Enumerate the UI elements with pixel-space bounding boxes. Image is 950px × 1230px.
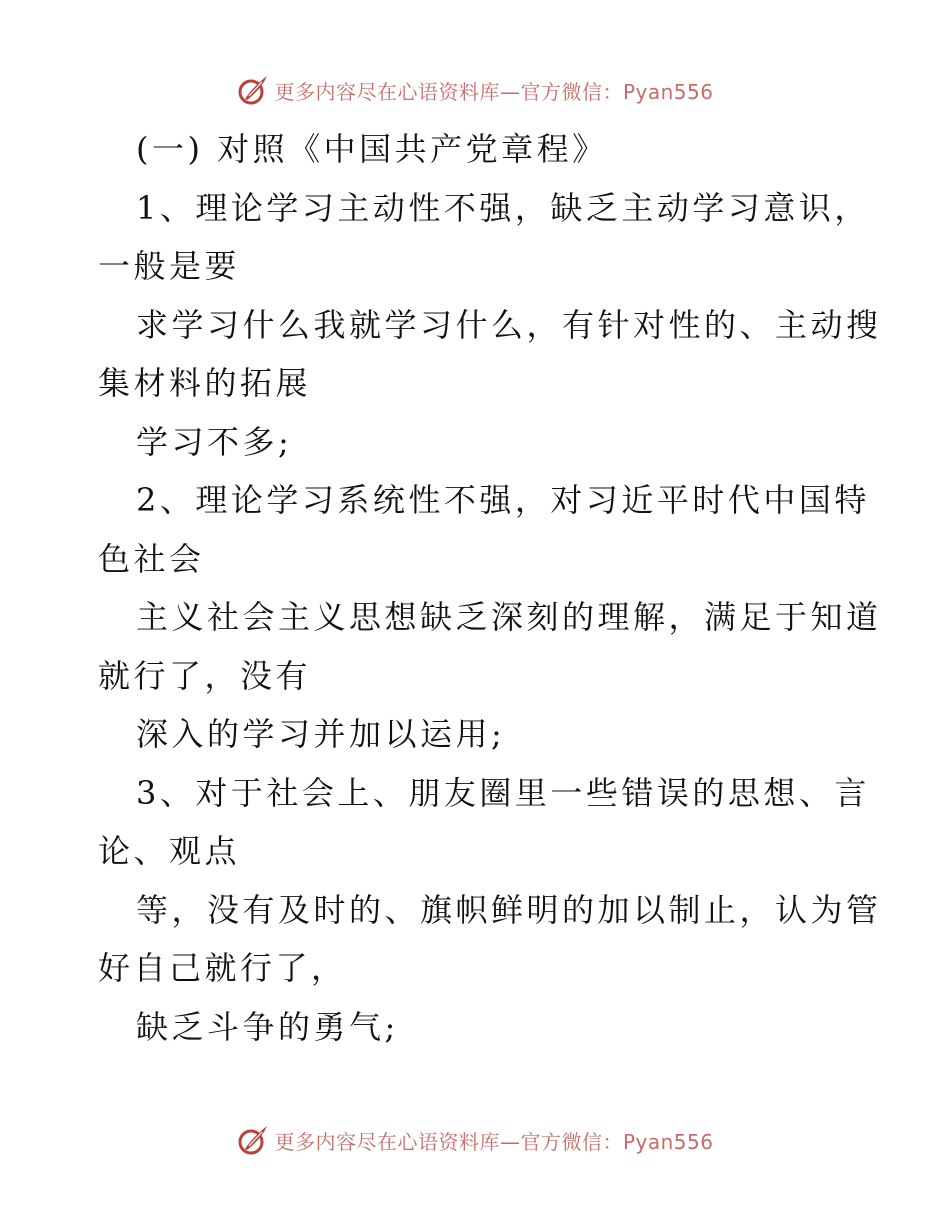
banner-text: 更多内容尽在心语资料库—官方微信：Pyan556	[274, 1129, 714, 1154]
banner-text: 更多内容尽在心语资料库—官方微信：Pyan556	[274, 79, 714, 104]
paragraph-line: 集材料的拓展	[98, 364, 312, 402]
paragraph-line: 就行了，没有	[98, 656, 312, 695]
footer-banner	[0, 1120, 950, 1160]
paragraph-line: 色社会	[98, 539, 205, 578]
feather-pen-logo-icon	[236, 73, 270, 107]
paragraph-line: 求学习什么我就学习什么，有针对性的、主动搜	[136, 305, 882, 344]
document-body	[98, 120, 882, 1056]
paragraph-line: 学习不多;	[136, 422, 293, 461]
header-banner	[0, 70, 950, 110]
paragraph-line: 深入的学习并加以运用;	[136, 715, 506, 753]
paragraph-line: 2、理论学习系统性不强，对习近平时代中国特	[136, 481, 870, 519]
paragraph-line: 1、理论学习主动性不强，缺乏主动学习意识，	[136, 188, 870, 227]
paragraph-line: 等，没有及时的、旗帜鲜明的加以制止，认为管	[136, 890, 882, 929]
paragraph-line: 一般是要	[98, 247, 241, 285]
paragraph-line: 好自己就行了，	[98, 949, 347, 987]
paragraph-line: 论、观点	[98, 832, 241, 870]
paragraph-line: 主义社会主义思想缺乏深刻的理解，满足于知道	[136, 598, 882, 636]
section-heading: (一) 对照《中国共产党章程》	[136, 130, 608, 168]
paragraph-line: 缺乏斗争的勇气;	[136, 1007, 399, 1046]
feather-pen-logo-icon	[236, 1123, 270, 1157]
paragraph-line: 3、对于社会上、朋友圈里一些错误的思想、言	[136, 773, 870, 812]
